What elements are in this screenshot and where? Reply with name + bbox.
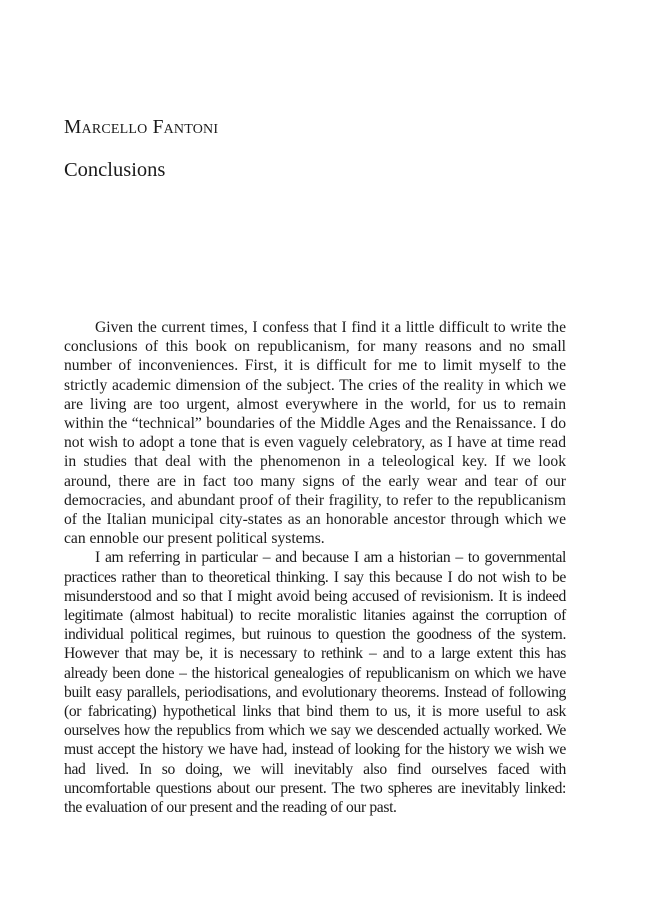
chapter-author: Marcello Fantoni [64,117,219,138]
body-paragraph-2: I am referring in particular – and because I am a historian – to governmental practices rather than to theoretical thinking. I say this because I do not wish to be misunderstood and so that I might avoid being accused of revisionism. It is indeed legitimate (almost habitual) to recite moralistic litanies against the corruption of individual political regimes, but ruinous to question the goodness of the system. However that may be, it is necessary to rethink – and to a large extent this has already been done – the historical genealogies of republicanism on which we have built easy parallels, periodisations, and evolutionary theorems. Instead of following (or fabricating) hypothetical links that bind them to us, it is more useful to ask ourselves how the republics from which we say we descended actually worked. We must accept the history we have had, instead of looking for the history we wish we had lived. In so doing, we will inevitably also find ourselves faced with uncomfortable questions about our present. The two spheres are inevitably linked: the evaluation of our present and the reading of our past. [64,549,566,817]
chapter-title: Conclusions [64,159,166,181]
body-paragraph-1: Given the current times, I confess that I find it a little difficult to write the conclusions of this book on republicanism, for many reasons and no small number of inconveniences. First, it is difficult for me to limit myself to the strictly academic dimension of the subject. The cries of the reality in which we are living are too urgent, almost everywhere in the world, for us to remain within the “technical” boundaries of the Middle Ages and the Renaissance. I do not wish to adopt a tone that is even vaguely celebratory, as I have at time read in studies that deal with the phenomenon in a teleological key. If we look around, there are in fact too many signs of the early wear and tear of our democracies, and abundant proof of their fragility, to refer to the republicanism of the Italian municipal city-states as an honorable ancestor through which we can ennoble our present political systems. [64,319,566,548]
chapter-body [64,318,566,817]
